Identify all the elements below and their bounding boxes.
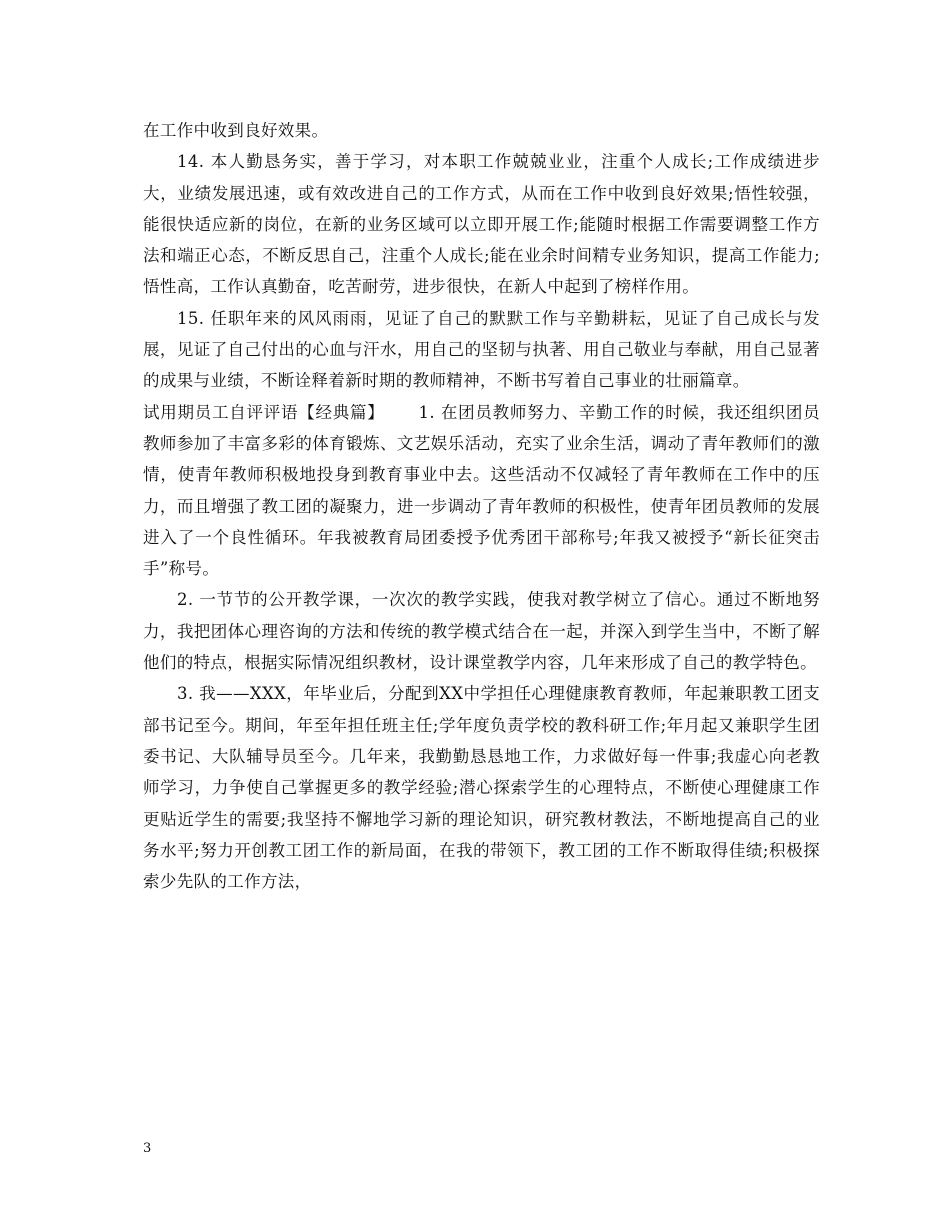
section-heading: 试用期员工自评评语【经典篇】	[143, 402, 385, 422]
section-paragraph-1-text: 1. 在团员教师努力、辛勤工作的时候，我还组织团员教师参加了丰富多彩的体育锻炼、文艺娱乐活动，充实了业余生活，调动了青年教师们的激情，使青年教师积极地投身到教育事业中去。这些活动不仅减轻了青年教师在工作中的压力，而且增强了教工团的凝聚力，进一步调动了青年教师的积极性，使青年团员教师的发展进入了一个良性循环。年我被教育局团委授予优秀团干部称号;年我又被授予“新长征突击手”称号。	[143, 402, 820, 579]
paragraph-14: 14. 本人勤恳务实，善于学习，对本职工作兢兢业业，注重个人成长;工作成绩进步大，业绩发展迅速，或有效改进自己的工作方式，从而在工作中收到良好效果;悟性较强，能很快适应新的岗位，在新的业务区域可以立即开展工作;能随时根据工作需要调整工作方法和端正心态，不断反思自己，注重个人成长;能在业余时间精专业务知识，提高工作能力;悟性高，工作认真勤奋，吃苦耐劳，进步很快，在新人中起到了榜样作用。	[143, 152, 820, 297]
document-body	[143, 115, 820, 897]
section-paragraph-3: 3. 我——XXX，年毕业后，分配到XX中学担任心理健康教育教师，年起兼职教工团支部书记至今。期间，年至年担任班主任;学年度负责学校的教科研工作;年月起又兼职学生团委书记、大队辅导员至今。几年来，我勤勤恳恳地工作，力求做好每一件事;我虚心向老教师学习，力争使自己掌握更多的教学经验;潜心探索学生的心理特点，不断使心理健康工作更贴近学生的需要;我坚持不懈地学习新的理论知识，研究教材教法，不断地提高自己的业务水平;努力开创教工团工作的新局面，在我的带领下，教工团的工作不断取得佳绩;积极探索少先队的工作方法，	[143, 684, 820, 892]
section-paragraph-1	[143, 397, 820, 585]
paragraph-15: 15. 任职年来的风风雨雨，见证了自己的默默工作与辛勤耕耘，见证了自己成长与发展，见证了自己付出的心血与汗水，用自己的坚韧与执著、用自己敬业与奉献，用自己显著的成果与业绩，不断诠释着新时期的教师精神，不断书写着自己事业的壮丽篇章。	[143, 308, 820, 391]
section-paragraph-2: 2. 一节节的公开教学课，一次次的教学实践，使我对教学树立了信心。通过不断地努力，我把团体心理咨询的方法和传统的教学模式结合在一起，并深入到学生当中，不断了解他们的特点，根据实际情况组织教材，设计课堂教学内容，几年来形成了自己的教学特色。	[143, 590, 820, 673]
paragraph-continuation: 在工作中收到良好效果。	[143, 121, 329, 140]
page-number: 3	[143, 1141, 152, 1156]
